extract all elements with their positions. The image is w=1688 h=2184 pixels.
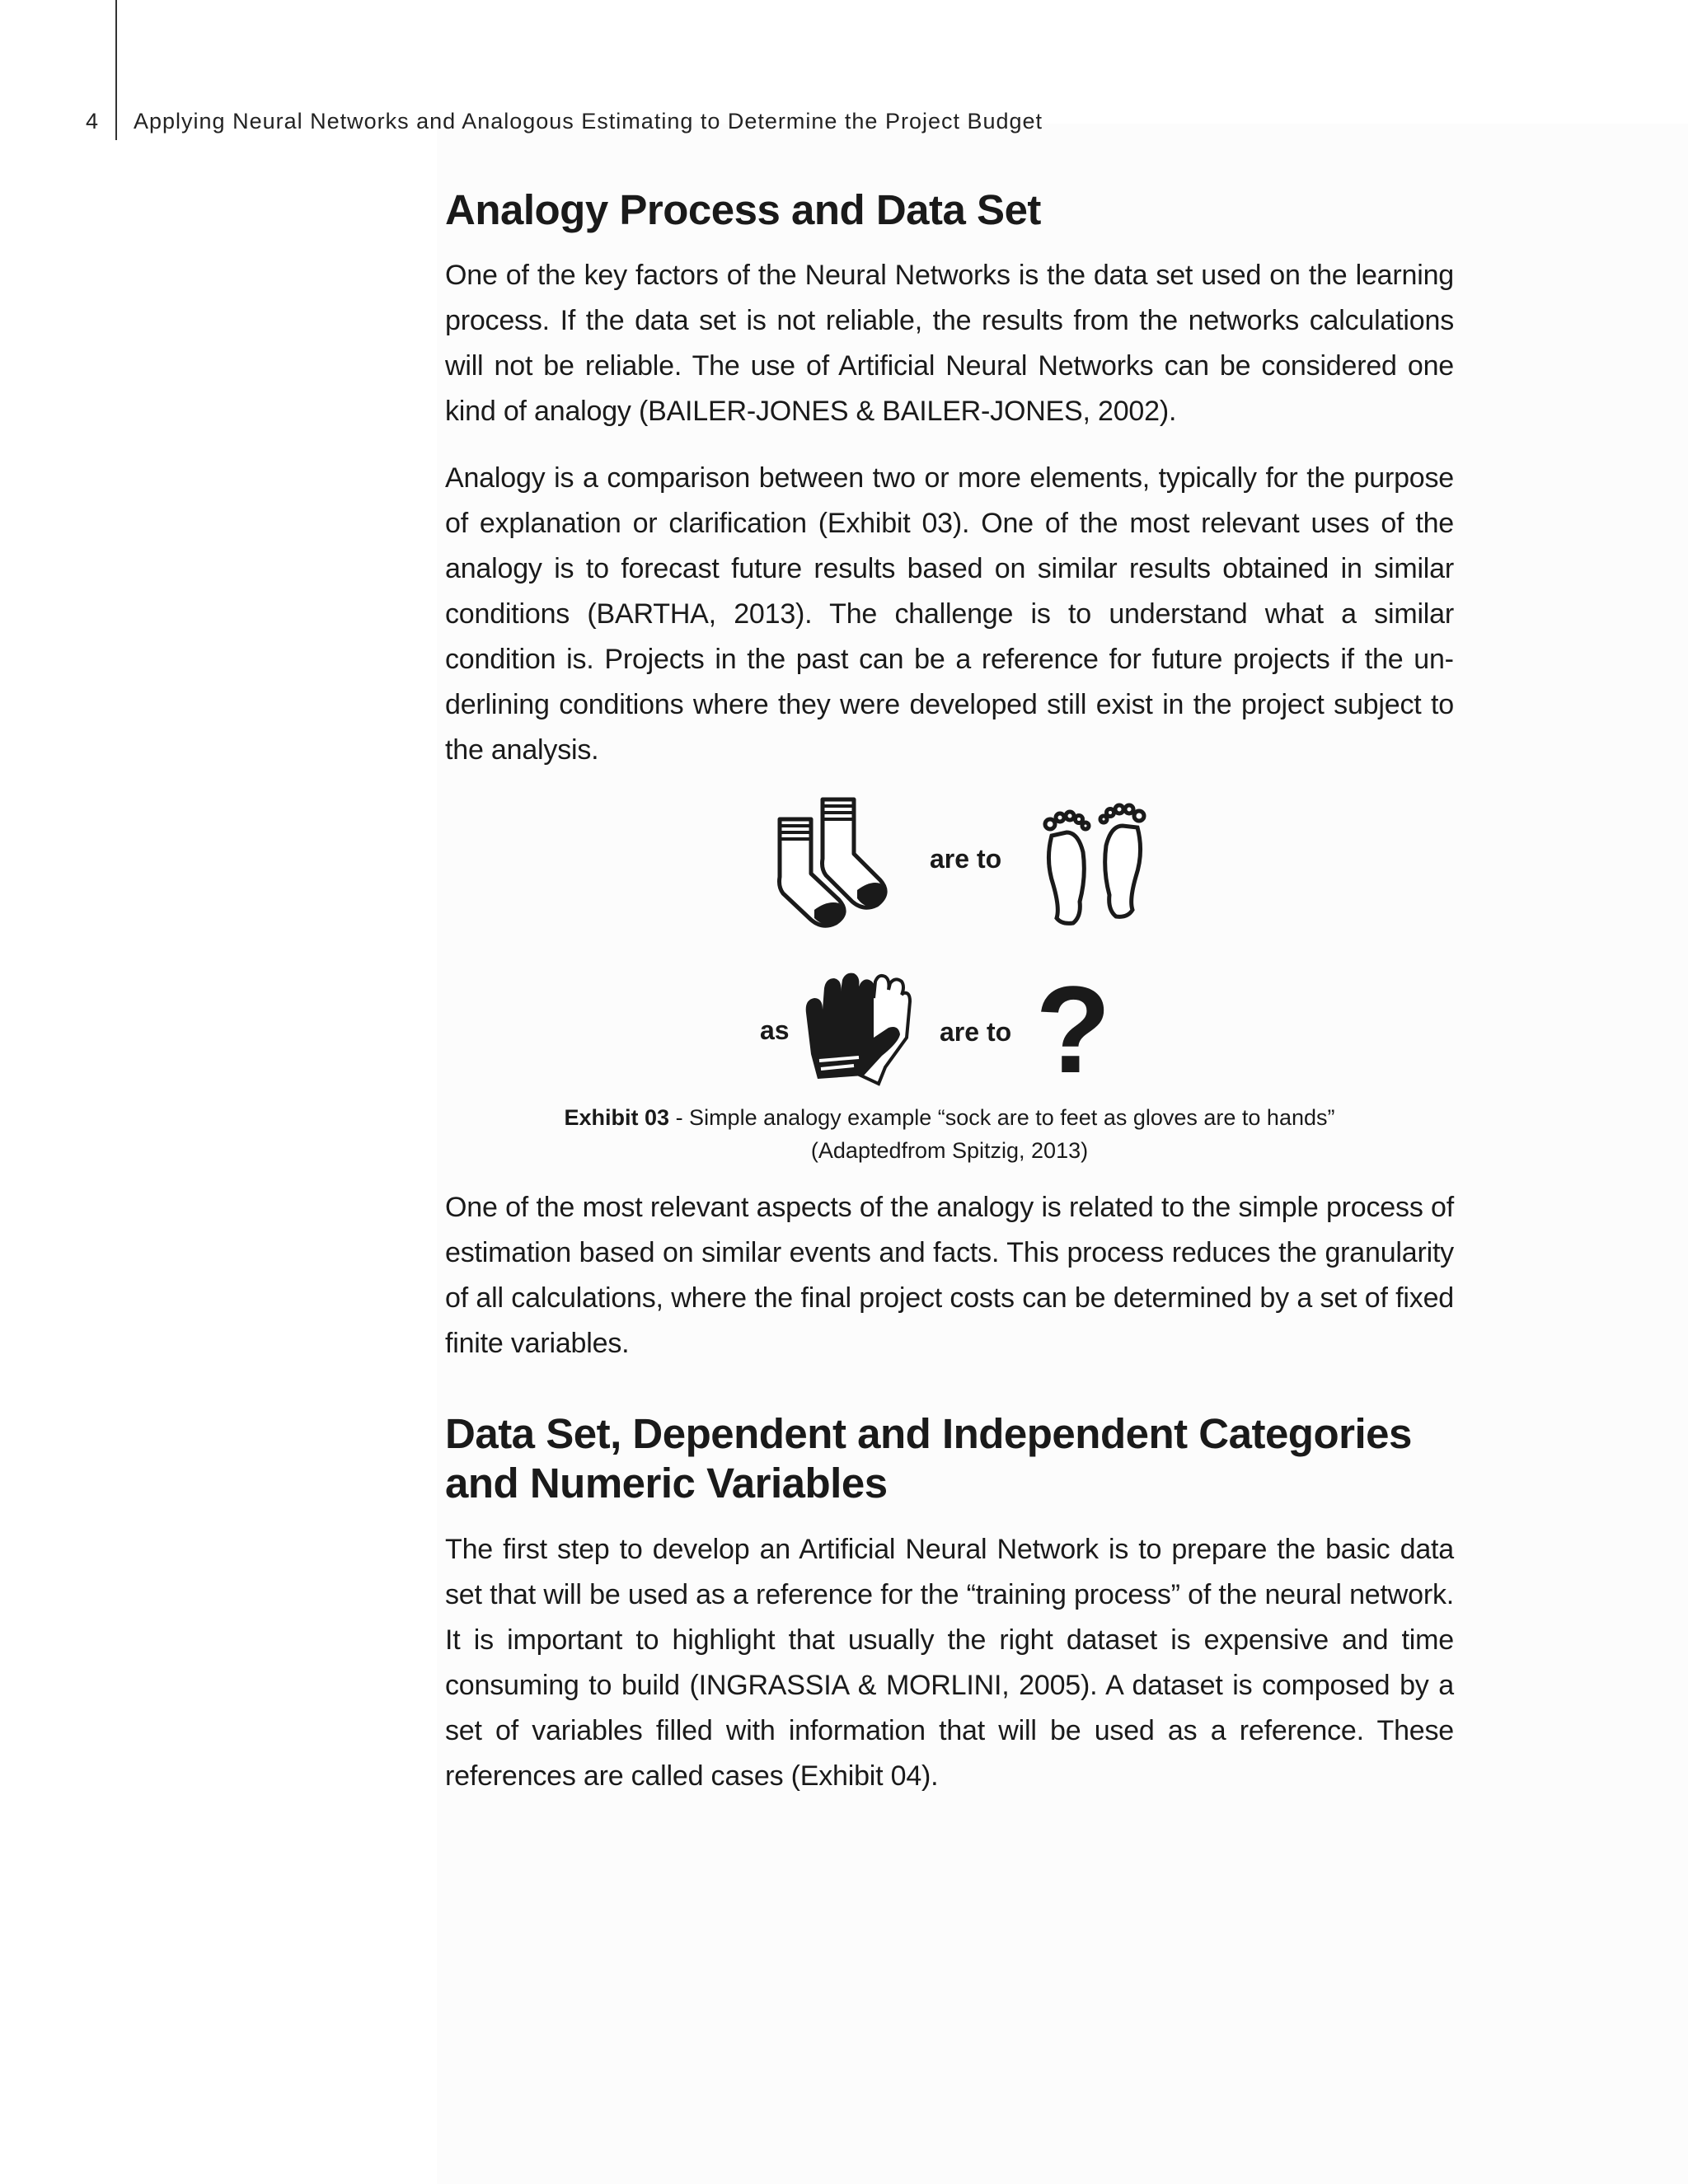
figure-caption <box>445 1101 1454 1167</box>
exhibit-03-figure <box>445 794 1454 1179</box>
running-title: Applying Neural Networks and Analogous Estimating to Determine the Project Budget <box>134 109 1043 134</box>
label-as: as <box>760 1015 790 1046</box>
header-rule <box>115 0 117 140</box>
caption-text: - Simple analogy example “sock are to feet as gloves are to hands” <box>669 1105 1335 1131</box>
main-content <box>445 185 1454 1821</box>
caption-source: (Adaptedfrom Spitzig, 2013) <box>810 1138 1089 1164</box>
gloves-icon <box>799 972 923 1087</box>
question-icon <box>1035 960 1111 1099</box>
paragraph: One of the most relevant aspects of the analogy is related to the simple process of estimation based on similar events and facts. This process reduces the granularity of all calculations, where the final project costs can be determined by a set of fixed finite variables. <box>445 1192 1454 1360</box>
page-number: 4 <box>86 109 100 134</box>
caption-label: Exhibit 03 <box>564 1105 670 1131</box>
label-are-to-row1: are to <box>930 844 1002 874</box>
socks-icon <box>775 794 898 926</box>
paragraph: Analogy is a comparison between two or more elements, typically for the purpose of explanation or clarification (Exhibit 03). One of the most relevant uses of the analogy is to forecast future results based on similar results obtained in similar conditions (BARTHA, 2013). The challenge is to understand what a similar condition is. Projects in the past can be a reference for future projects if the underlining conditions where they were developed still exist in the project subject to the analysis. <box>445 462 1454 766</box>
section-heading-analogy: Analogy Process and Data Set <box>445 186 1041 233</box>
section-heading-data-set <box>445 1409 1454 1508</box>
paragraph: One of the key factors of the Neural Networks is the data set used on the learning process. If the data set is not reliable, the results from the networks calculations will not be reliable. The use of Artificial Neural Networks can be considered one kind of analogy (BAILER-JONES & BAILER-JONES, 2002). <box>445 260 1454 428</box>
feet-icon <box>1037 803 1152 926</box>
paragraph: The first step to develop an Artificial Neural Network is to prepare the basic data set that will be used as a reference for the “training process” of the neural network. It is important to highlight that usually the right dataset is expensive and time consuming to build (INGRASSIA & MORLINI, 2005). A dataset is composed by a set of variables filled with information that will be used as a reference. These references are called cases (Exhibit 04). <box>445 1533 1454 1792</box>
heading-line: Data Set, Dependent and Independent Categories <box>445 1410 1412 1458</box>
heading-line: and Numeric Variables <box>445 1460 888 1507</box>
question-mark: ? <box>1035 960 1111 1099</box>
label-are-to-row2: are to <box>940 1017 1012 1047</box>
